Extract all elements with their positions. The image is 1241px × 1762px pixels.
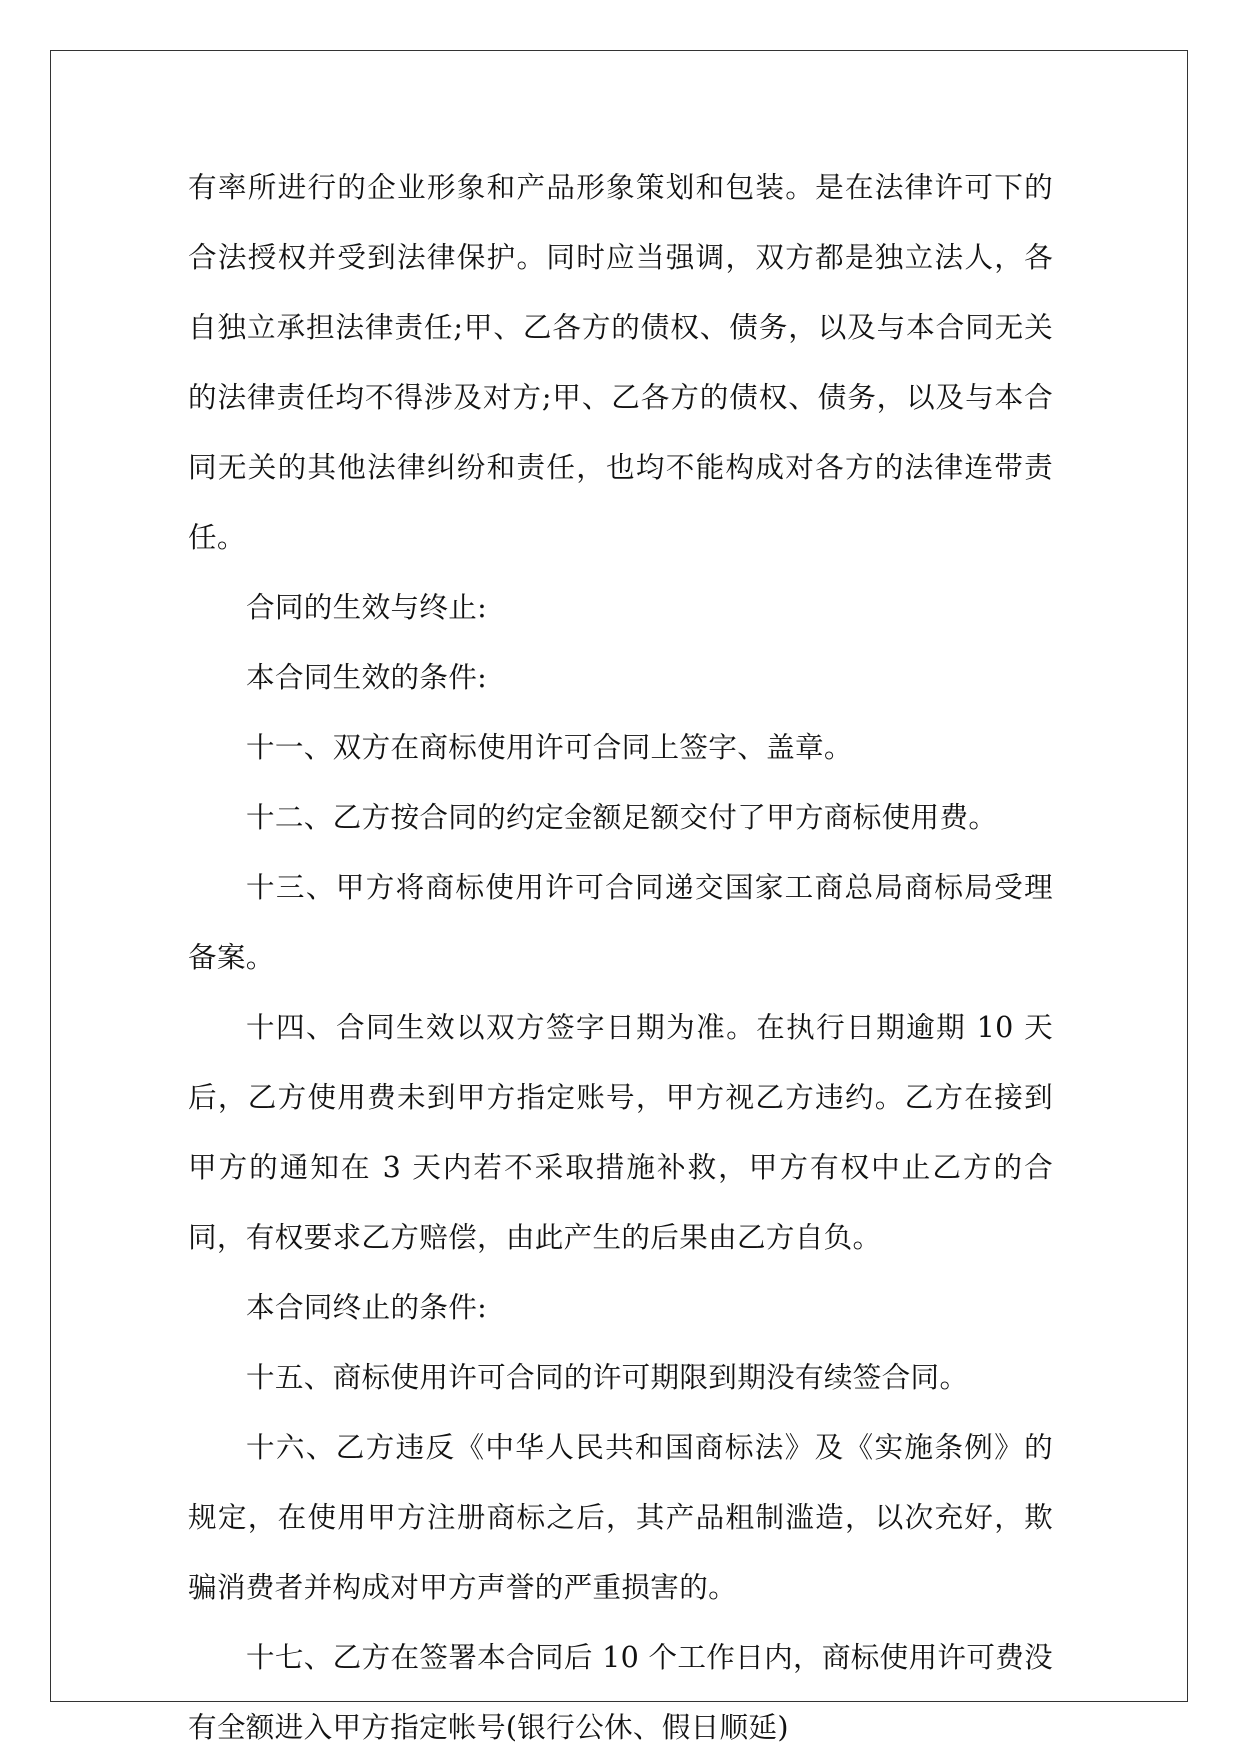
clause-14: 十四、合同生效以双方签字日期为准。在执行日期逾期 10 天后，乙方使用费未到甲方指定账号，甲方视乙方违约。乙方在接到甲方的通知在 3 天内若不采取措施补救，甲方有权中止乙方的合同，有权要求乙方赔偿，由此产生的后果由乙方自负。 (188, 1010, 1053, 1254)
clause-12: 十二、乙方按合同的约定金额足额交付了甲方商标使用费。 (246, 800, 998, 834)
clause-15: 十五、商标使用许可合同的许可期限到期没有续签合同。 (246, 1360, 969, 1394)
paragraph-effect-termination-heading: 合同的生效与终止: (246, 590, 488, 624)
clause-16: 十六、乙方违反《中华人民共和国商标法》及《实施条例》的规定，在使用甲方注册商标之后，其产品粗制滥造，以次充好，欺骗消费者并构成对甲方声誉的严重损害的。 (188, 1430, 1053, 1604)
paragraph-termination-conditions-heading: 本合同终止的条件: (246, 1290, 488, 1324)
document-body (188, 152, 1053, 1762)
clause-11: 十一、双方在商标使用许可合同上签字、盖章。 (246, 730, 853, 764)
paragraph-rights-liability: 有率所进行的企业形象和产品形象策划和包装。是在法律许可下的合法授权并受到法律保护。同时应当强调，双方都是独立法人，各自独立承担法律责任;甲、乙各方的债权、债务，以及与本合同无关的法律责任均不得涉及对方;甲、乙各方的债权、债务，以及与本合同无关的其他法律纠纷和责任，也均不能构成对各方的法律连带责任。 (188, 170, 1053, 554)
clause-17: 十七、乙方在签署本合同后 10 个工作日内，商标使用许可费没有全额进入甲方指定帐号(银行公休、假日顺延) (188, 1640, 1054, 1744)
paragraph-effect-conditions-heading: 本合同生效的条件: (246, 660, 488, 694)
clause-13: 十三、甲方将商标使用许可合同递交国家工商总局商标局受理备案。 (188, 870, 1053, 974)
